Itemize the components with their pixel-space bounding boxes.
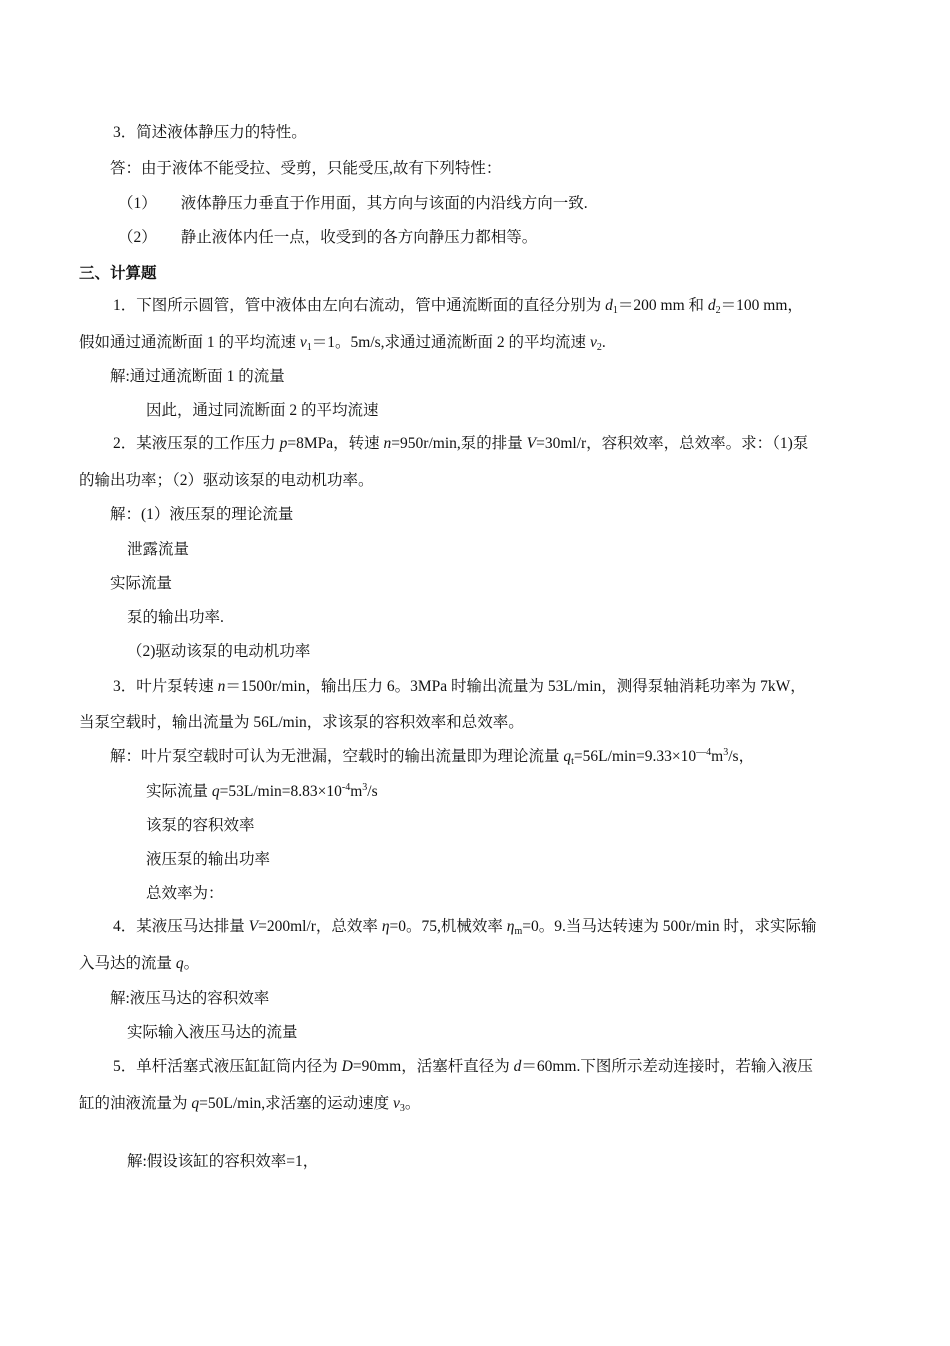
problem-4-line-1: 4．某液压马达排量 V=200ml/r，总效率 η=0。75,机械效率 $\eta_m=0$。9.当马达转速为 500r/min 时，求实际输 [113, 918, 817, 937]
problem-5-line-2: 缸的油液流量为 q=50L/min,求活塞的运动速度 $v_3$。 [79, 1095, 421, 1114]
problem-2-solution-1: 解：(1）液压泵的理论流量 [110, 506, 294, 523]
problem-2-solution-4: 泵的输出功率. [127, 609, 224, 626]
q3-item-2-num: （2） [118, 229, 157, 246]
problem-4-solution-1: 解:液压马达的容积效率 [110, 990, 270, 1007]
q3-title: 3．简述液体静压力的特性。 [113, 124, 307, 141]
problem-2-solution-3: 实际流量 [110, 575, 173, 592]
problem-4-solution-2: 实际输入液压马达的流量 [127, 1024, 298, 1041]
problem-5-line-1: 5．单杆活塞式液压缸缸筒内径为 D=90mm，活塞杆直径为 d＝60mm.下图所示差动连接时，若输入液压 [113, 1058, 813, 1075]
problem-3-solution-5: 总效率为： [146, 885, 224, 902]
problem-1-line-2: 假如通过通流断面 1 的平均流速 $v_1=1$。5m/s,求通过通流断面 2 的平均流速 $v_2$. [79, 334, 606, 353]
problem-3-solution-3: 该泵的容积效率 [146, 817, 255, 834]
problem-3-solution-1: 解：叶片泵空载时可认为无泄漏，空载时的输出流量即为理论流量 $q_t=56L/\min=9.33\times 10^{—4}m^3/s$， [110, 747, 755, 767]
q3-item-2-text: 静止液体内任一点，收受到的各方向静压力都相等。 [180, 229, 538, 246]
q3-item-1-text: 液体静压力垂直于作用面，其方向与该面的内沿线方向一致. [180, 195, 588, 212]
problem-3-line-2: 当泵空载时，输出流量为 56L/min，求该泵的容积效率和总效率。 [79, 714, 524, 731]
q3-item-2 [118, 228, 537, 248]
q3-item-1 [118, 194, 588, 214]
problem-1-solution-1: 解:通过通流断面 1 的流量 [110, 368, 285, 385]
problem-5-solution-1: 解:假设该缸的容积效率=1， [127, 1153, 319, 1170]
section-3-title: 三、计算题 [79, 265, 157, 282]
q3-item-1-num: （1） [118, 195, 157, 212]
problem-1-line-1: 1．下图所示圆管，管中液体由左向右流动，管中通流断面的直径分别为 $d_1=200$ mm 和 $d_2=100$ mm， [113, 297, 803, 316]
problem-3-line-1: 3．叶片泵转速 n＝1500r/min，输出压力 6。3MPa 时输出流量为 53L/min，测得泵轴消耗功率为 7kW， [113, 678, 806, 695]
problem-2-line-1: 2．某液压泵的工作压力 p=8MPa，转速 n=950r/min,泵的排量 V=30ml/r，容积效率，总效率。求：（1)泵 [113, 435, 809, 452]
problem-2-line-2: 的输出功率；（2）驱动该泵的电动机功率。 [79, 472, 374, 489]
problem-4-line-2: 入马达的流量 q。 [79, 955, 200, 972]
q3-answer: 答：由于液体不能受拉、受剪，只能受压,故有下列特性： [110, 160, 502, 177]
problem-1-solution-2: 因此，通过同流断面 2 的平均流速 [146, 402, 379, 419]
problem-2-solution-2: 泄露流量 [127, 541, 190, 558]
problem-3-solution-4: 液压泵的输出功率 [146, 851, 271, 868]
problem-2-solution-5: （2)驱动该泵的电动机功率 [127, 643, 311, 660]
problem-3-solution-2: 实际流量 $q=53L/\min=8.83\times 10^{-4}m^3/s$ [146, 782, 378, 800]
